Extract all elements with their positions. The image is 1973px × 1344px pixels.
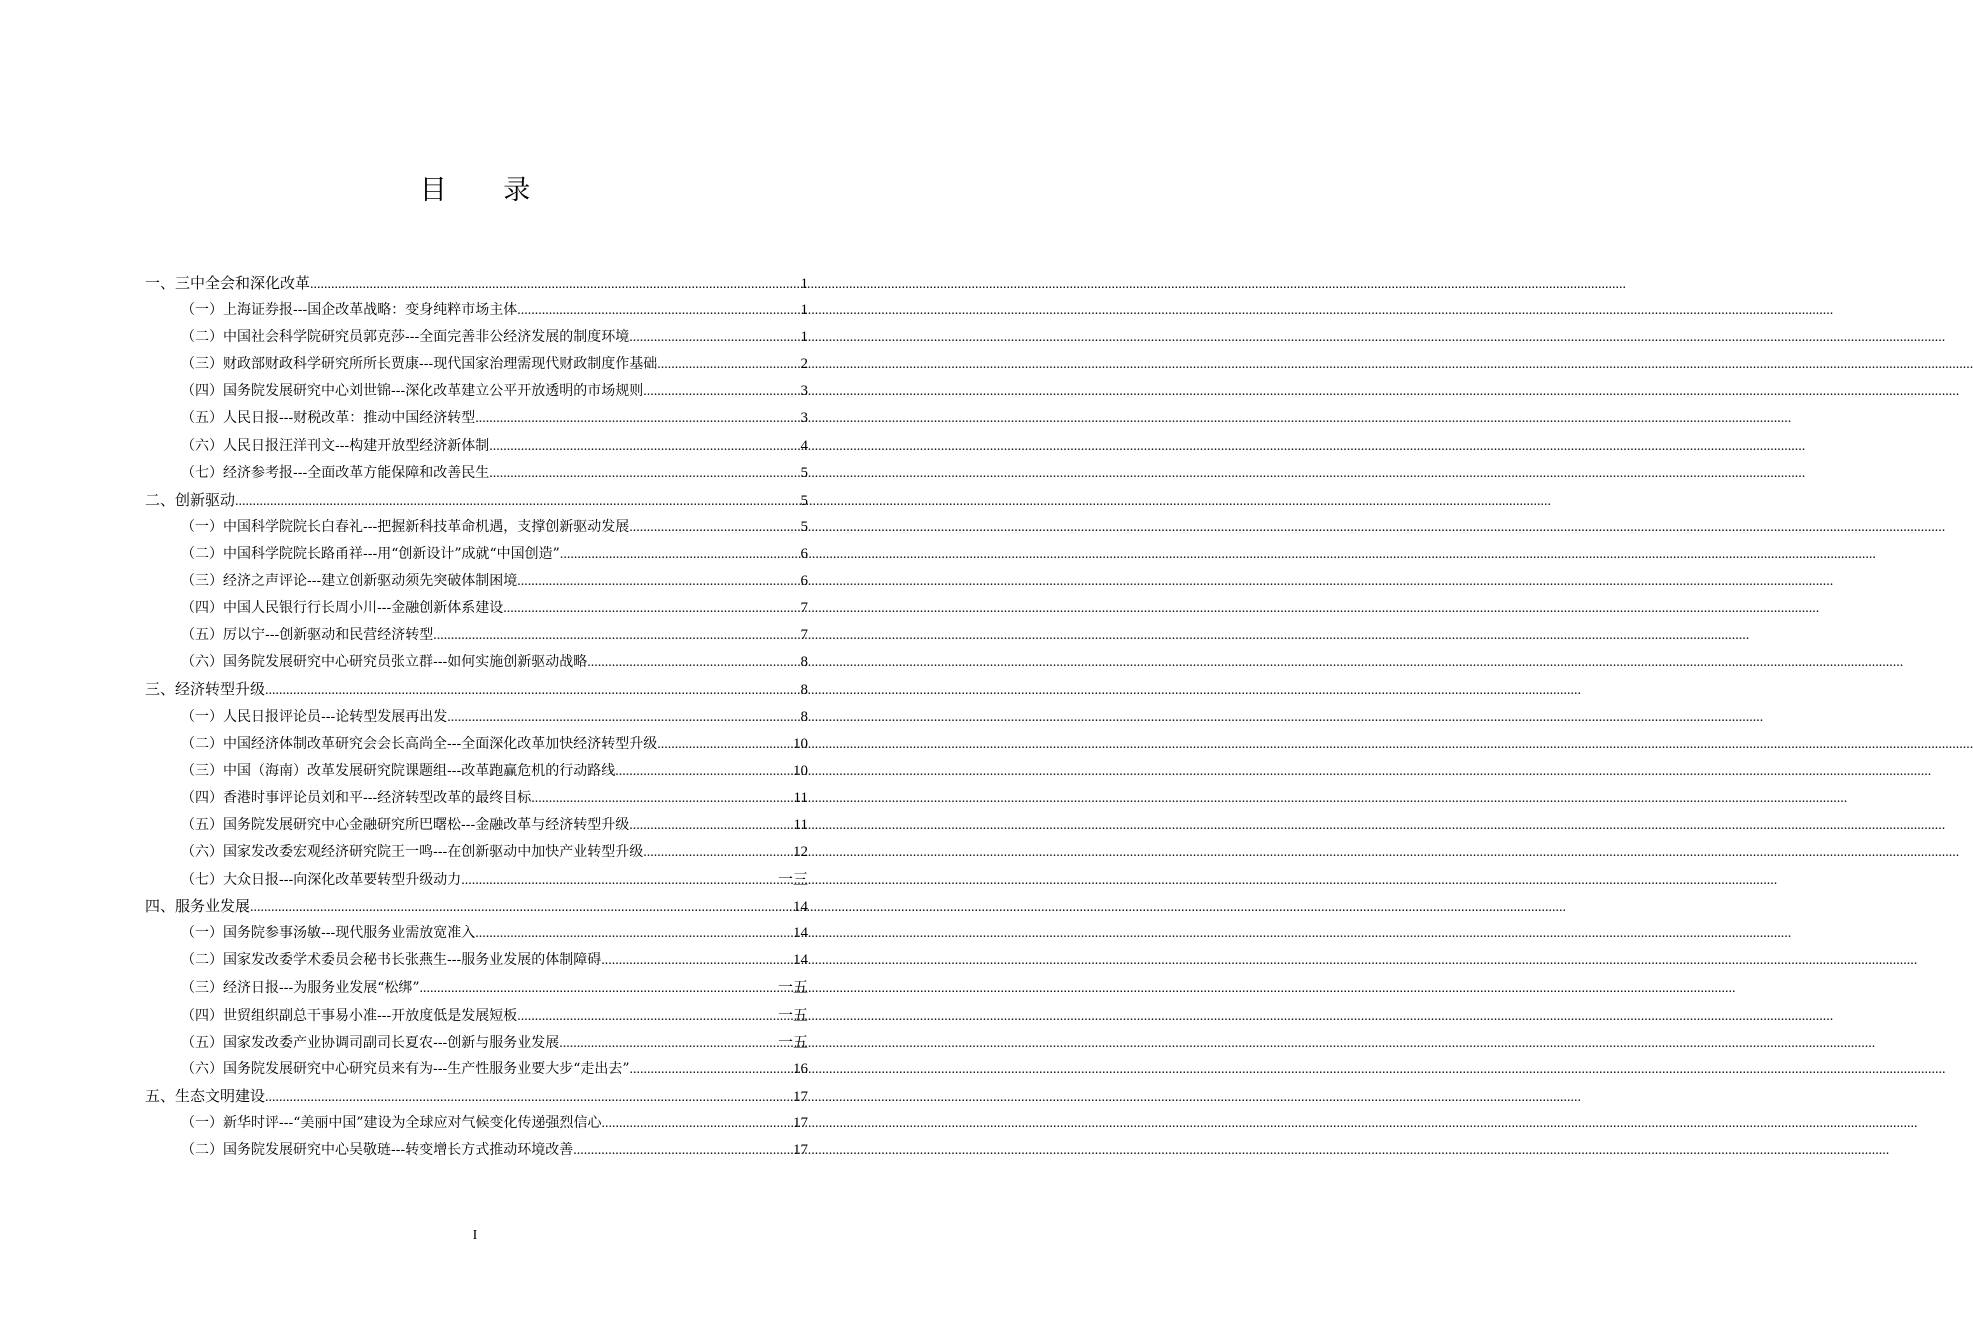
toc-section-entry[interactable]	[145, 678, 808, 705]
toc-subsection-entry[interactable]	[145, 570, 808, 597]
toc-page-number: 5	[800, 492, 808, 509]
toc-subsection-entry[interactable]	[145, 543, 808, 570]
toc-entry-title: （一）人民日报评论员---论转型发展再出发	[181, 708, 448, 725]
toc-entry-title: 二、创新驱动	[145, 490, 236, 509]
toc-page-number: 17	[793, 1114, 808, 1131]
toc-dot-leader	[531, 791, 793, 807]
toc-page-number: 8	[800, 682, 808, 699]
toc-subsection-entry[interactable]	[145, 326, 808, 353]
toc-entry-title: （三）经济之声评论---建立创新驱动须先突破体制困境	[181, 573, 518, 590]
toc-dot-leader	[503, 601, 800, 617]
toc-page-number: 10	[793, 735, 808, 752]
toc-entry-title: （二）中国科学院院长路甬祥---用“创新设计”成就“中国创造”	[181, 545, 560, 562]
toc-page-number: 一三	[777, 872, 808, 889]
toc-subsection-entry[interactable]	[145, 516, 808, 543]
toc-dot-leader	[629, 330, 800, 346]
toc-dot-leader	[587, 655, 800, 671]
toc-subsection-entry[interactable]	[145, 1031, 808, 1058]
toc-page-number: 1	[800, 302, 808, 319]
toc-entry-title: （一）新华时评---“美丽中国”建设为全球应对气候变化传递强烈信心	[181, 1114, 602, 1131]
toc-dot-leader	[420, 981, 778, 997]
toc-dot-leader	[475, 926, 793, 942]
toc-entry-title: 一、三中全会和深化改革	[145, 274, 311, 292]
toc-page-number: 一五	[777, 1007, 808, 1024]
toc-dot-leader	[629, 818, 793, 834]
toc-entry-title: （三）财政部财政科学研究所所长贾康---现代国家治理需现代财政制度作基础	[181, 356, 658, 373]
toc-subsection-entry[interactable]	[145, 841, 808, 868]
toc-dot-leader	[615, 764, 793, 780]
toc-page-number: 1	[800, 276, 808, 292]
toc-dot-leader	[475, 411, 800, 427]
toc-entry-title: （四）国务院发展研究中心刘世锦---深化改革建立公平开放透明的市场规则	[181, 383, 644, 400]
toc-page-number: 10	[793, 762, 808, 779]
toc-entry-title: （二）国务院发展研究中心吴敬琏---转变增长方式推动环境改善	[181, 1142, 574, 1158]
toc-subsection-entry[interactable]	[145, 624, 808, 651]
toc-dot-leader	[461, 873, 778, 889]
toc-page-number: 7	[800, 627, 808, 644]
toc-page-number: 17	[793, 1142, 808, 1158]
toc-page-number: 8	[800, 654, 808, 671]
toc-subsection-entry[interactable]	[145, 407, 808, 434]
toc-entry-title: （四）中国人民银行行长周小川---金融创新体系建设	[181, 600, 504, 617]
toc-dot-leader	[657, 737, 793, 753]
toc-entry-title: （二）国家发改委学术委员会秘书长张燕生---服务业发展的体制障碍	[181, 952, 602, 969]
toc-subsection-entry[interactable]	[145, 299, 808, 326]
toc-entry-title: （二）中国社会科学院研究员郭克莎---全面完善非公经济发展的制度环境	[181, 329, 630, 346]
toc-page-number: 14	[793, 952, 808, 969]
toc-page-number: 2	[800, 356, 808, 373]
toc-dot-leader	[657, 357, 800, 373]
toc-page-number: 16	[793, 1060, 808, 1077]
toc-dot-leader	[601, 953, 793, 969]
toc-page-number: 14	[793, 925, 808, 942]
toc-dot-leader	[489, 439, 800, 455]
toc-entry-title: 四、服务业发展	[145, 897, 251, 916]
toc-dot-leader	[559, 1036, 778, 1052]
toc-entry-title: （一）国务院参事汤敏---现代服务业需放宽准入	[181, 925, 476, 942]
toc-subsection-entry[interactable]	[145, 1112, 808, 1139]
toc-subsection-entry[interactable]	[145, 1139, 808, 1166]
toc-page-number: 3	[800, 410, 808, 427]
toc-dot-leader	[643, 845, 793, 861]
toc-dot-leader	[629, 520, 800, 536]
toc-page-number: 3	[800, 383, 808, 400]
toc-dot-leader	[643, 384, 800, 400]
toc-page-number: 7	[800, 600, 808, 617]
toc-entry-title: （六）国务院发展研究中心研究员张立群---如何实施创新驱动战略	[181, 654, 588, 671]
toc-dot-leader	[517, 303, 800, 319]
toc-subsection-entry[interactable]	[145, 1004, 808, 1031]
toc-entry-title: （五）人民日报---财税改革：推动中国经济转型	[181, 410, 476, 427]
toc-entry-title: （五）厉以宁---创新驱动和民营经济转型	[181, 627, 434, 644]
table-of-contents	[145, 272, 808, 1166]
toc-section-entry[interactable]	[145, 895, 808, 922]
toc-dot-leader	[517, 1009, 778, 1025]
toc-page-number: 1	[800, 329, 808, 346]
toc-dot-leader	[489, 466, 800, 482]
toc-subsection-entry[interactable]	[145, 462, 808, 489]
toc-entry-title: （六）国家发改委宏观经济研究院王一鸣---在创新驱动中加快产业转型升级	[181, 843, 644, 860]
toc-entry-title: （五）国务院发展研究中心金融研究所巴曙松---金融改革与经济转型升级	[181, 816, 630, 833]
toc-subsection-entry[interactable]	[145, 733, 808, 760]
toc-dot-leader	[265, 1090, 793, 1106]
toc-entry-title: （六）人民日报汪洋刊文---构建开放型经济新体制	[181, 437, 490, 454]
toc-subsection-entry[interactable]	[145, 380, 808, 407]
toc-page-number: 4	[800, 437, 808, 454]
toc-dot-leader	[560, 547, 801, 563]
toc-page-number: 8	[800, 708, 808, 725]
toc-entry-title: （四）香港时事评论员刘和平---经济转型改革的最终目标	[181, 789, 532, 806]
toc-subsection-entry[interactable]	[145, 651, 808, 678]
toc-entry-title: （二）中国经济体制改革研究会会长高尚全---全面深化改革加快经济转型升级	[181, 735, 658, 752]
toc-page-number: 5	[800, 518, 808, 535]
toc-dot-leader	[250, 900, 793, 916]
toc-page-number: 11	[793, 816, 808, 833]
toc-page-number: 6	[800, 573, 808, 590]
toc-dot-leader	[630, 1062, 793, 1078]
toc-dot-leader	[602, 1116, 793, 1132]
toc-subsection-entry[interactable]	[145, 949, 808, 976]
toc-entry-title: （三）经济日报---为服务业发展“松绑”	[181, 980, 420, 997]
toc-subsection-entry[interactable]	[145, 435, 808, 462]
toc-subsection-entry[interactable]	[145, 868, 808, 895]
toc-dot-leader	[573, 1143, 793, 1159]
toc-dot-leader	[310, 277, 800, 293]
toc-subsection-entry[interactable]	[145, 353, 808, 380]
toc-entry-title: 三、经济转型升级	[145, 680, 266, 699]
toc-subsection-entry[interactable]	[145, 706, 808, 733]
toc-subsection-entry[interactable]	[145, 787, 808, 814]
toc-dot-leader	[517, 574, 800, 590]
toc-page-number: 6	[800, 545, 808, 562]
toc-page-number: 一五	[777, 980, 808, 997]
toc-page-number: 一五	[777, 1034, 808, 1051]
toc-subsection-entry[interactable]	[145, 760, 808, 787]
toc-entry-title: （五）国家发改委产业协调司副司长夏农---创新与服务业发展	[181, 1034, 560, 1051]
toc-page-number: 12	[793, 843, 808, 860]
toc-page-number: 5	[800, 464, 808, 481]
toc-entry-title: （一）上海证券报---国企改革战略：变身纯粹市场主体	[181, 302, 518, 319]
toc-subsection-entry[interactable]	[145, 976, 808, 1003]
toc-dot-leader	[265, 683, 800, 699]
toc-title: 目 录	[419, 175, 555, 206]
toc-entry-title: （四）世贸组织副总干事易小准---开放度低是发展短板	[181, 1007, 518, 1024]
toc-entry-title: （三）中国（海南）改革发展研究院课题组---改革跑赢危机的行动路线	[181, 762, 616, 779]
toc-page-number: 17	[793, 1088, 808, 1105]
toc-subsection-entry[interactable]	[145, 814, 808, 841]
toc-dot-leader	[433, 628, 800, 644]
toc-entry-title: 五、生态文明建设	[145, 1086, 266, 1105]
toc-entry-title: （一）中国科学院院长白春礼---把握新科技革命机遇，支撑创新驱动发展	[181, 518, 630, 535]
toc-dot-leader	[235, 494, 800, 510]
page-number-footer: I	[472, 1228, 478, 1243]
toc-subsection-entry[interactable]	[145, 1058, 808, 1085]
document-page	[0, 0, 950, 1344]
toc-section-entry[interactable]	[145, 272, 808, 299]
toc-page-number: 14	[793, 899, 808, 916]
toc-section-entry[interactable]	[145, 1085, 808, 1112]
toc-page-number: 11	[793, 789, 808, 806]
toc-entry-title: （七）大众日报---向深化改革要转型升级动力	[181, 872, 462, 889]
toc-entry-title: （六）国务院发展研究中心研究员来有为---生产性服务业要大步“走出去”	[181, 1060, 630, 1077]
toc-subsection-entry[interactable]	[145, 597, 808, 624]
toc-dot-leader	[447, 710, 800, 726]
toc-section-entry[interactable]	[145, 489, 808, 516]
toc-entry-title: （七）经济参考报---全面改革方能保障和改善民生	[181, 464, 490, 481]
toc-subsection-entry[interactable]	[145, 922, 808, 949]
